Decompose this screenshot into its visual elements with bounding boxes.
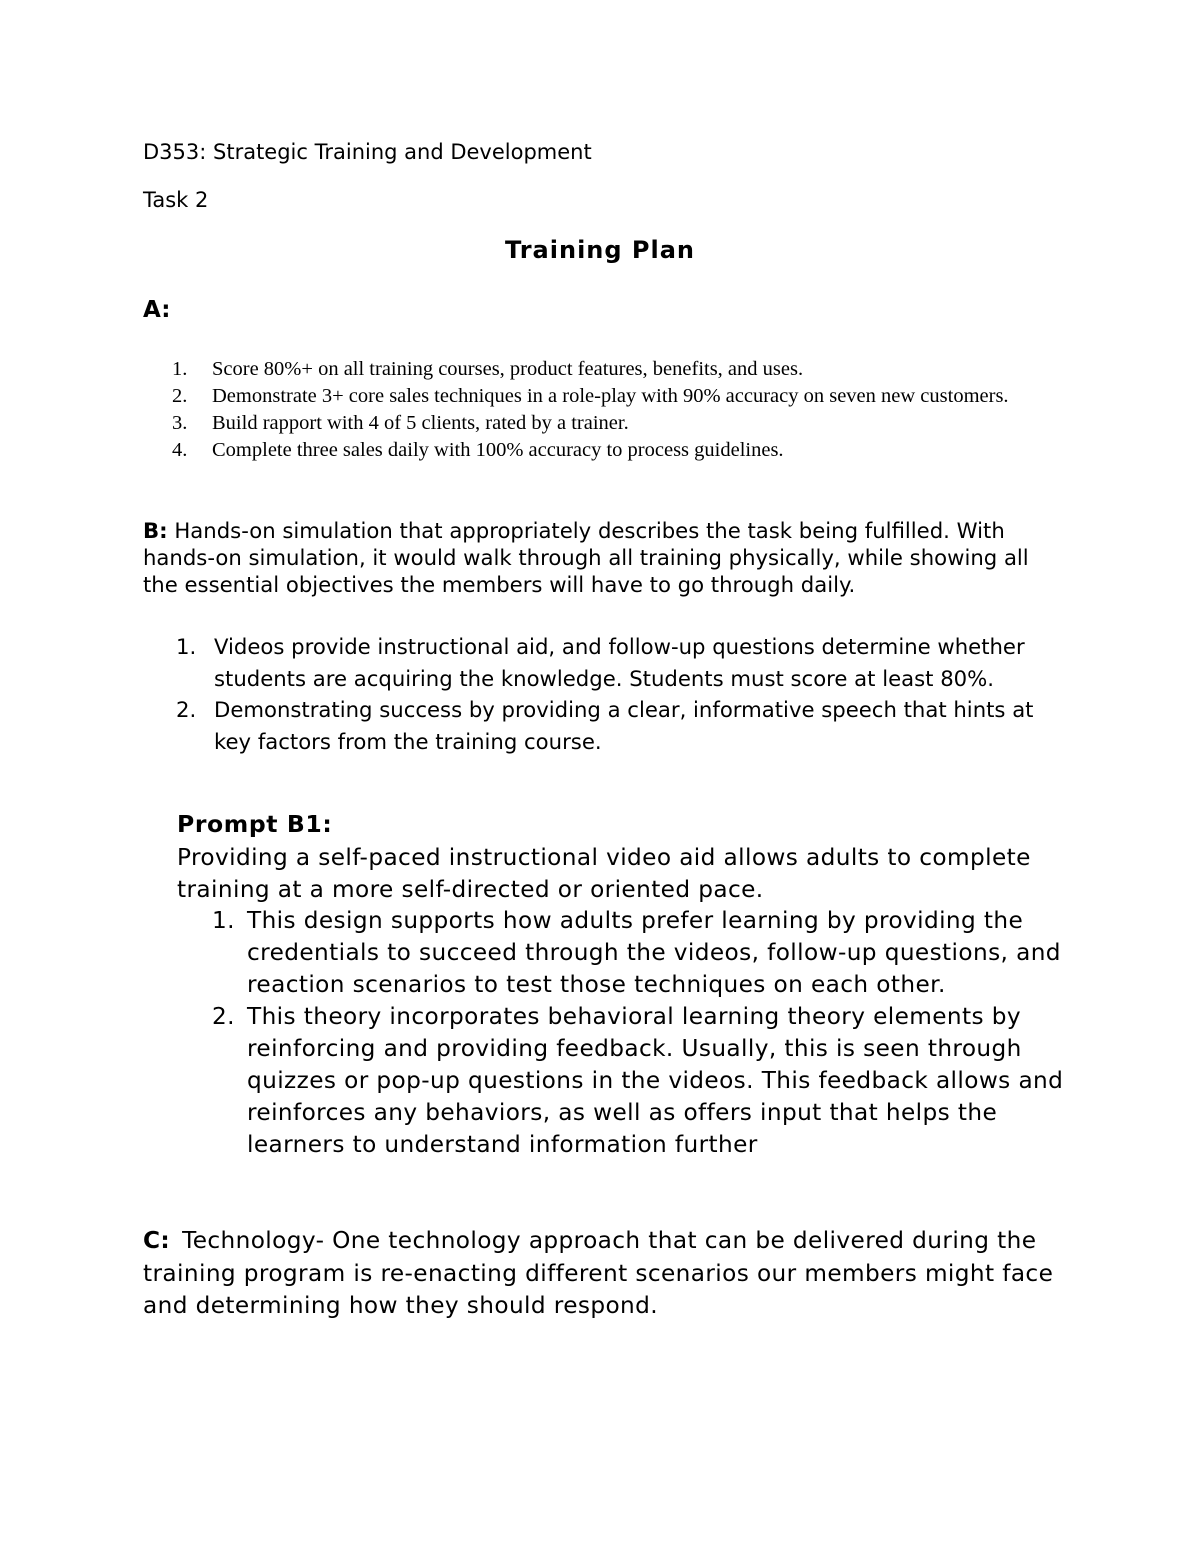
task-label: Task 2 — [143, 188, 209, 212]
list-item — [172, 383, 1052, 410]
list-item — [176, 631, 1066, 694]
section-a-label: A: — [143, 297, 171, 323]
section-b-label: B: — [143, 518, 168, 543]
list-item-text: This theory incorporates behavioral learning theory elements by reinforcing and providing feedback. Usually, this is seen through quizzes or pop-up questions in the videos. This feedback allows and reinforces any behaviors, as well as offers input that helps the learners to understand information further — [247, 1003, 1064, 1158]
section-b-list — [176, 631, 1066, 757]
page-title: Training Plan — [504, 236, 696, 264]
section-c-label: C: — [143, 1227, 171, 1254]
list-item-number: 1. — [172, 358, 188, 380]
list-item-text: Complete three sales daily with 100% accuracy to process guidelines. — [212, 439, 784, 461]
section-c-paragraph — [143, 1225, 1063, 1323]
list-item — [176, 694, 1066, 757]
list-item-text: Videos provide instructional aid, and follow-up questions determine whether students are acquiring the knowledge. Students must score at least 80%. — [214, 634, 1025, 691]
list-item-number: 2. — [212, 1003, 235, 1030]
list-item-number: 2. — [172, 385, 188, 407]
prompt-b1-heading: Prompt B1: — [177, 810, 333, 838]
list-item — [212, 1001, 1072, 1161]
list-item — [212, 905, 1072, 1001]
list-item — [172, 356, 1052, 383]
list-item-number: 2. — [176, 697, 197, 722]
prompt-b1-intro: Providing a self-paced instructional video aid allows adults to complete training at a more self-directed or oriented pace. — [177, 844, 1031, 903]
section-c-text: Technology- One technology approach that can be delivered during the training program is re-enacting different scenarios our members might face and determining how they should respond. — [143, 1227, 1054, 1319]
list-item-text: This design supports how adults prefer learning by providing the credentials to succeed through the videos, follow-up questions, and reaction scenarios to test those techniques on each other. — [247, 907, 1061, 998]
section-b-text: Hands-on simulation that appropriately describes the task being fulfilled. With hands-on simulation, it would walk through all training physically, while showing all the essential objectives the members will have to go through daily. — [143, 518, 1029, 597]
list-item-text: Demonstrate 3+ core sales techniques in a role-play with 90% accuracy on seven new customers. — [212, 385, 1009, 407]
list-item-number: 4. — [172, 439, 188, 461]
list-item-number: 1. — [212, 907, 235, 934]
list-item-text: Score 80%+ on all training courses, product features, benefits, and uses. — [212, 358, 804, 380]
list-item-text: Demonstrating success by providing a clear, informative speech that hints at key factors from the training course. — [214, 697, 1034, 754]
list-item — [172, 437, 1052, 464]
prompt-b1-list — [212, 905, 1072, 1161]
course-heading: D353: Strategic Training and Development — [143, 140, 592, 164]
list-item-number: 1. — [176, 634, 197, 659]
list-item-number: 3. — [172, 412, 188, 434]
section-b-paragraph — [143, 517, 1063, 598]
list-item — [172, 410, 1052, 437]
section-a-list — [172, 356, 1052, 464]
list-item-text: Build rapport with 4 of 5 clients, rated by a trainer. — [212, 412, 629, 434]
